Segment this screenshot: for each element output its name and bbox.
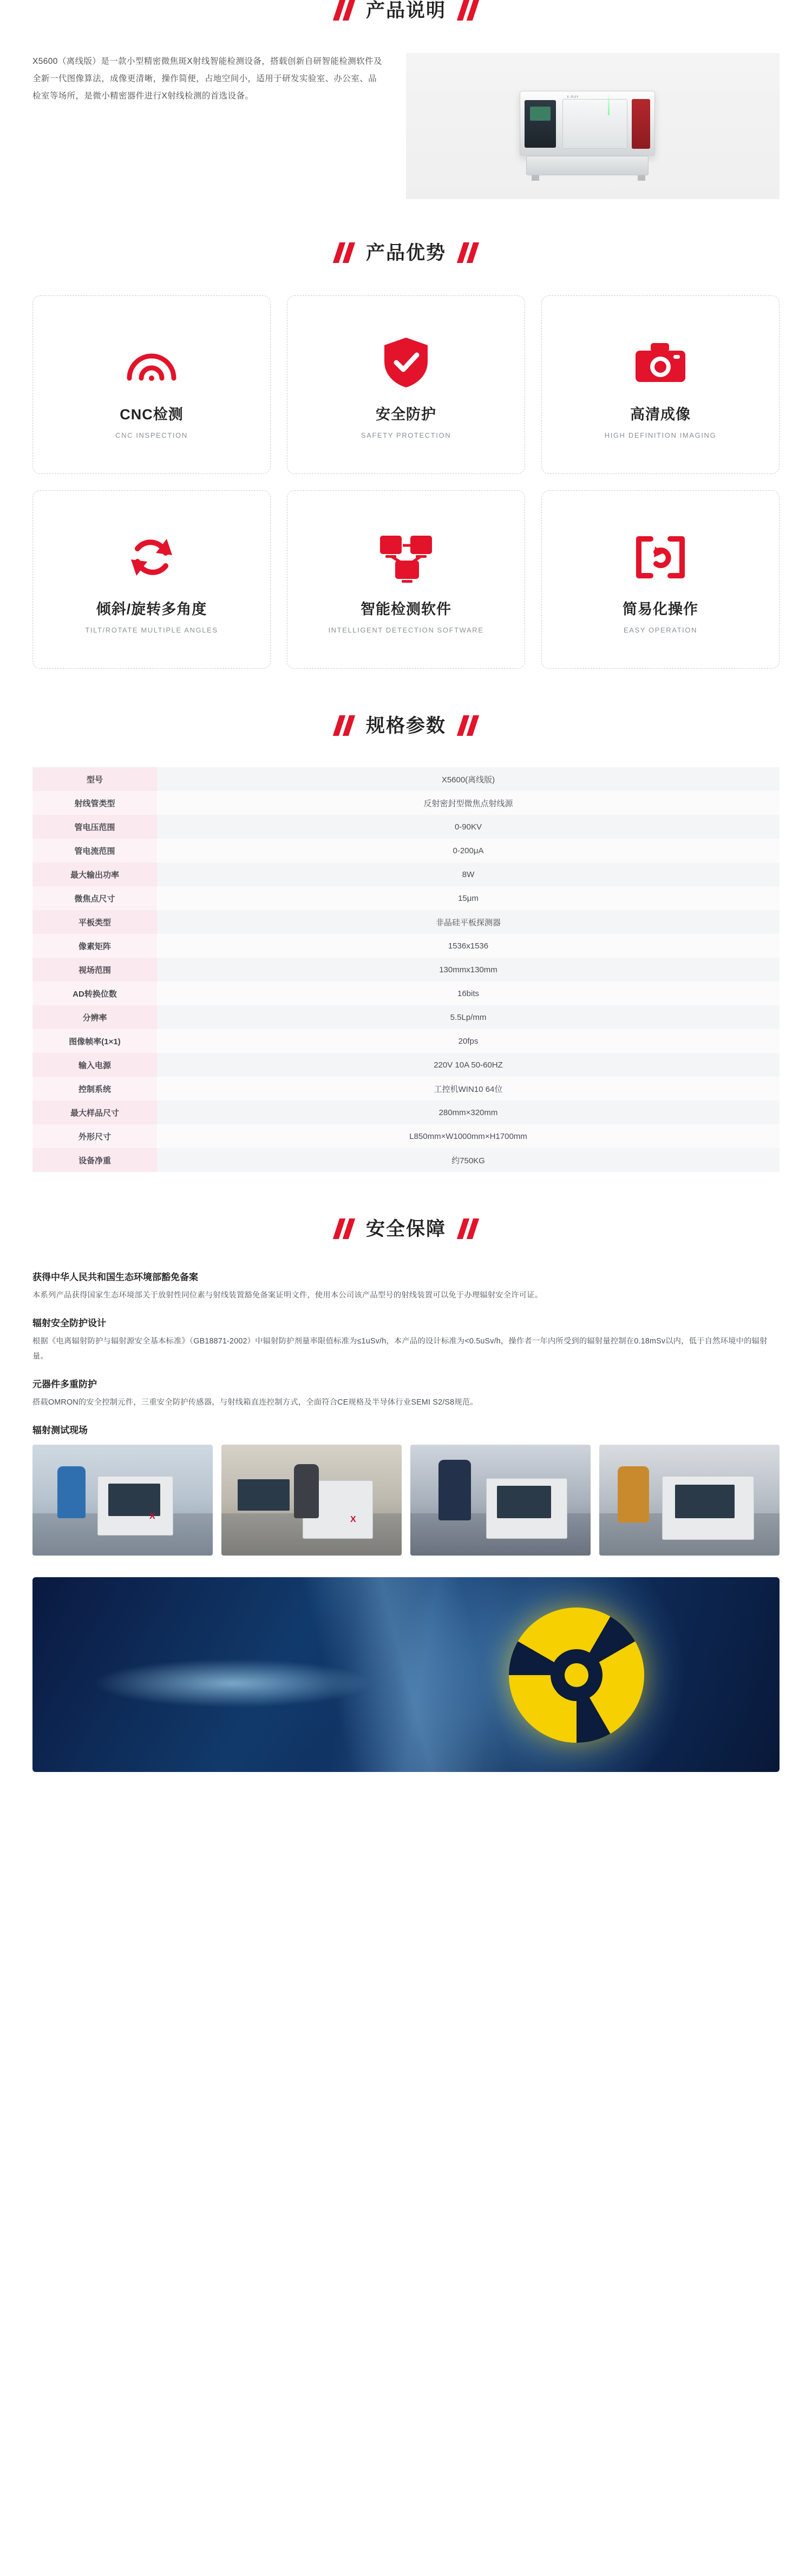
advantage-title: 高清成像 xyxy=(630,406,691,423)
spec-key: 最大输出功率 xyxy=(32,862,157,886)
monitors-icon xyxy=(378,525,434,590)
cnc-arc-icon xyxy=(122,330,181,395)
spec-value: 8W xyxy=(157,862,780,886)
slash-ornament-right-icon xyxy=(460,715,476,736)
spec-key: 外形尺寸 xyxy=(32,1124,157,1148)
glow-decoration xyxy=(92,1659,374,1708)
safety-text-1: 本系列产品获得国家生态环境部关于放射性同位素与射线装置豁免备案证明文件，使用本公司该产品型号的射线装置可以免于办理辐射安全许可证。 xyxy=(32,1291,543,1300)
spec-table xyxy=(32,767,780,1172)
section-heading-safety xyxy=(0,1218,812,1239)
spec-key: 像素矩阵 xyxy=(32,934,157,958)
table-row xyxy=(32,1053,780,1077)
photo-technician-machine xyxy=(599,1445,780,1556)
advantage-card-safety xyxy=(287,295,525,474)
spec-key: 微焦点尺寸 xyxy=(32,886,157,910)
advantage-card-easy-operation xyxy=(541,490,780,669)
spec-value: 0-90KV xyxy=(157,815,780,839)
advantage-subtitle: SAFETY PROTECTION xyxy=(361,431,451,439)
advantage-card-imaging xyxy=(541,295,780,474)
safety-text-3: 搭载OMRON的安全控制元件，三重安全防护传感器，与射线箱直连控制方式，全面符合CE规格及半导体行业SEMI S2/S8规范。 xyxy=(32,1398,478,1407)
spec-value: 约750KG xyxy=(157,1148,780,1172)
table-row xyxy=(32,1124,780,1148)
slash-ornament-left-icon xyxy=(336,715,352,736)
advantage-title: 倾斜/旋转多角度 xyxy=(96,601,207,617)
radiation-test-photos xyxy=(32,1445,780,1556)
photo-inspector-suit xyxy=(410,1445,591,1556)
spec-key: 管电流范围 xyxy=(32,839,157,862)
table-row xyxy=(32,1077,780,1101)
safety-block xyxy=(0,1269,812,1556)
table-row xyxy=(32,839,780,862)
advantage-subtitle: INTELLIGENT DETECTION SOFTWARE xyxy=(328,626,484,634)
advantage-title: CNC检测 xyxy=(120,406,184,423)
spec-value: X5600(离线版) xyxy=(157,767,780,791)
machine-illustration-icon: X-RAY xyxy=(498,69,693,183)
spec-value: 280mm×320mm xyxy=(157,1101,780,1124)
spec-value: 反射密封型微焦点射线源 xyxy=(157,791,780,815)
table-row xyxy=(32,791,780,815)
table-row xyxy=(32,934,780,958)
spec-key: 图像帧率(1×1) xyxy=(32,1029,157,1053)
easy-operation-icon xyxy=(632,525,689,590)
spec-value: 15μm xyxy=(157,886,780,910)
advantage-subtitle: HIGH DEFINITION IMAGING xyxy=(604,431,717,439)
product-description-text: X5600（离线版）是一款小型精密微焦斑X射线智能检测设备，搭载创新自研智能检测软件及全新一代图像算法，成像更清晰，操作简便，占地空间小，适用于研发实验室、办公室、品检室等场所，是微小精密器件进行X射线检测的首选设备。 xyxy=(32,57,382,101)
table-row xyxy=(32,981,780,1005)
slash-ornament-right-icon xyxy=(460,0,476,21)
table-row xyxy=(32,1148,780,1172)
table-row xyxy=(32,910,780,934)
spec-table-wrap xyxy=(0,767,812,1172)
table-row xyxy=(32,862,780,886)
safety-heading-2: 辐射安全防护设计 xyxy=(32,1317,106,1328)
section-heading-description xyxy=(0,0,812,21)
spec-key: 分辨率 xyxy=(32,1005,157,1029)
spec-key: 型号 xyxy=(32,767,157,791)
radiation-trefoil-icon xyxy=(509,1607,644,1743)
table-row xyxy=(32,767,780,791)
slash-ornament-left-icon xyxy=(336,0,352,21)
safety-text-2: 根据《电离辐射防护与辐射源安全基本标准》（GB18871-2002）中辐射防护剂量率限值标准为≤1uSv/h，本产品的设计标准为<0.5uSv/h，操作者一年内所受到的辐射量控制在0.18mSv以内，低于自然环境中的辐射量。 xyxy=(32,1336,768,1361)
spec-key: 设备净重 xyxy=(32,1148,157,1172)
advantage-card-tilt-rotate xyxy=(32,490,271,669)
spec-key: 视场范围 xyxy=(32,958,157,981)
spec-value: 0-200μA xyxy=(157,839,780,862)
spec-value: 130mmx130mm xyxy=(157,958,780,981)
radiation-banner xyxy=(32,1577,780,1772)
advantage-card-cnc xyxy=(32,295,271,474)
table-row xyxy=(32,1029,780,1053)
safety-heading-3: 元器件多重防护 xyxy=(32,1379,97,1389)
spec-value: 工控机WIN10 64位 xyxy=(157,1077,780,1101)
photo-operator-desk: X xyxy=(221,1445,402,1556)
spec-value: 5.5Lp/mm xyxy=(157,1005,780,1029)
table-row xyxy=(32,886,780,910)
spec-value: 非晶硅平板探测器 xyxy=(157,910,780,934)
advantage-title: 安全防护 xyxy=(376,406,436,423)
advantage-title: 简易化操作 xyxy=(623,601,698,617)
section-title: 安全保障 xyxy=(365,1218,446,1240)
advantages-grid xyxy=(0,295,812,669)
spec-value: L850mm×W1000mm×H1700mm xyxy=(157,1124,780,1148)
spec-key: 控制系统 xyxy=(32,1077,157,1101)
advantage-subtitle: CNC INSPECTION xyxy=(115,431,188,439)
section-heading-advantages xyxy=(0,242,812,263)
spec-value: 16bits xyxy=(157,981,780,1005)
spec-key: 管电压范围 xyxy=(32,815,157,839)
safety-photo-heading: 辐射测试现场 xyxy=(32,1425,88,1435)
slash-ornament-right-icon xyxy=(460,242,476,263)
section-heading-specs xyxy=(0,715,812,736)
table-row xyxy=(32,958,780,981)
table-row xyxy=(32,815,780,839)
table-row xyxy=(32,1101,780,1124)
spec-key: 平板类型 xyxy=(32,910,157,934)
slash-ornament-left-icon xyxy=(336,1218,352,1239)
advantage-subtitle: TILT/ROTATE MULTIPLE ANGLES xyxy=(85,626,218,634)
spec-key: 输入电源 xyxy=(32,1053,157,1077)
rotate-arrows-icon xyxy=(126,525,178,590)
spec-key: 最大样品尺寸 xyxy=(32,1101,157,1124)
camera-icon xyxy=(632,330,689,395)
shield-check-icon xyxy=(380,330,432,395)
advantage-card-software xyxy=(287,490,525,669)
section-title: 产品优势 xyxy=(365,242,446,263)
product-photo xyxy=(406,53,780,199)
product-description-block xyxy=(0,53,812,199)
spec-value: 1536x1536 xyxy=(157,934,780,958)
safety-heading-1: 获得中华人民共和国生态环境部豁免备案 xyxy=(32,1272,198,1282)
section-title: 规格参数 xyxy=(365,715,446,736)
slash-ornament-left-icon xyxy=(336,242,352,263)
advantage-title: 智能检测软件 xyxy=(361,601,451,617)
spec-key: 射线管类型 xyxy=(32,791,157,815)
advantage-subtitle: EASY OPERATION xyxy=(623,626,698,634)
photo-operator-left: X xyxy=(32,1445,213,1556)
slash-ornament-right-icon xyxy=(460,1218,476,1239)
spec-value: 20fps xyxy=(157,1029,780,1053)
spec-value: 220V 10A 50-60HZ xyxy=(157,1053,780,1077)
table-row xyxy=(32,1005,780,1029)
section-title: 产品说明 xyxy=(365,0,446,21)
spec-key: AD转换位数 xyxy=(32,981,157,1005)
